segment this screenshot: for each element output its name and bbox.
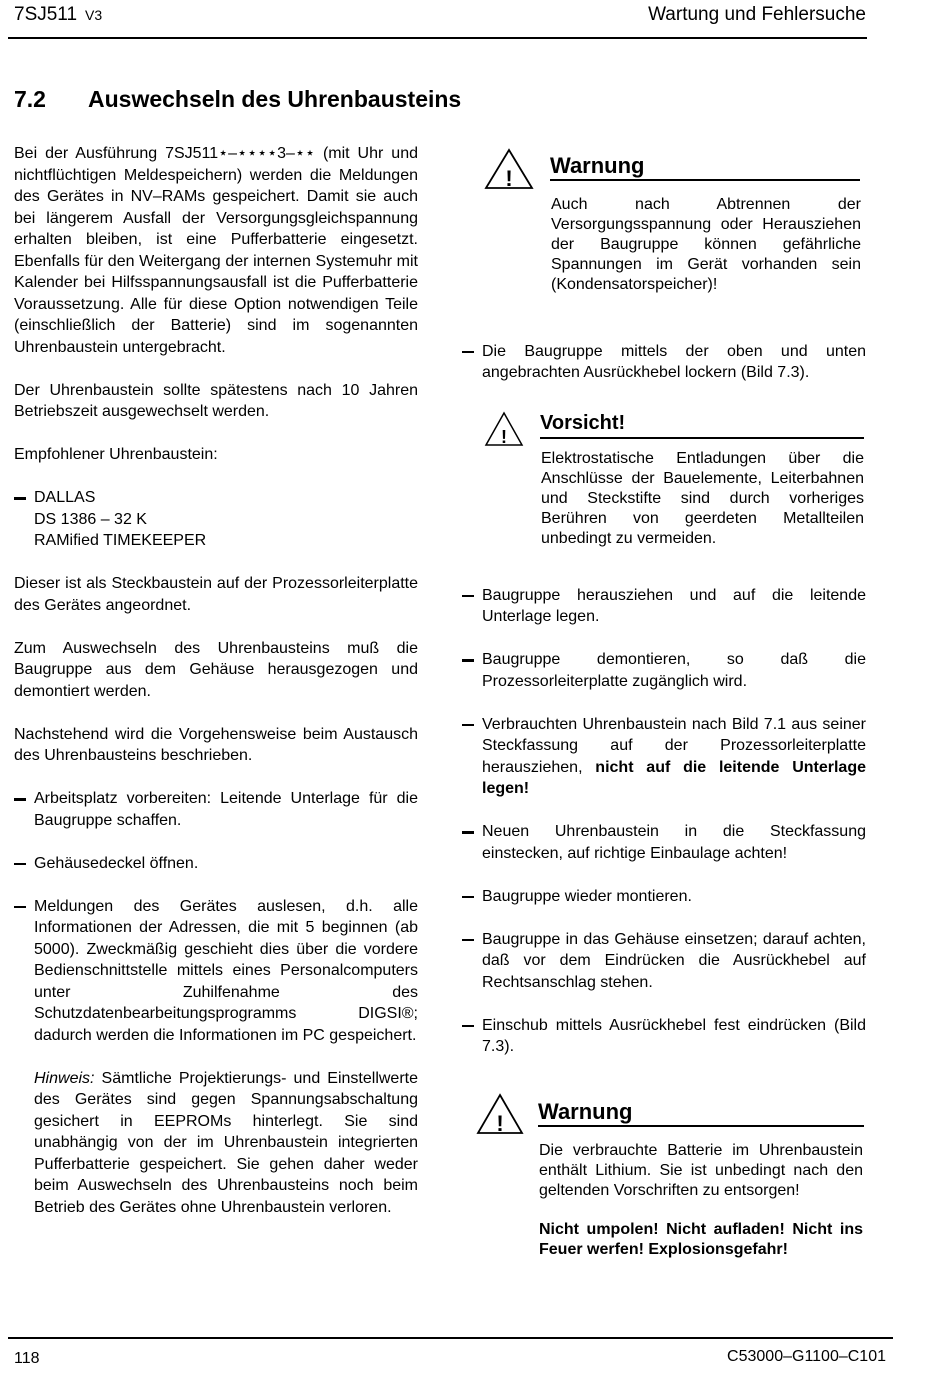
- step-text-bold: nicht auf die leitende Unterlage legen!: [482, 758, 866, 797]
- left-column: [14, 143, 418, 1218]
- warning-box: [462, 143, 866, 319]
- document-number: C53000–G1100–C101: [727, 1348, 886, 1365]
- hint-block: [14, 1068, 418, 1219]
- svg-text:!: !: [496, 1111, 504, 1135]
- chip-type: RAMified TIMEKEEPER: [34, 532, 207, 549]
- caution-body: [541, 449, 864, 549]
- dash-bullet: [462, 1025, 474, 1028]
- section-heading: [14, 86, 461, 113]
- step-text: Gehäusedeckel öffnen.: [34, 854, 199, 872]
- caution-title: Vorsicht!: [540, 413, 864, 439]
- product-name: 7SJ511: [14, 4, 78, 25]
- hint-text: Sämtliche Projektierungs- und Einstellwerte des Gerätes sind gegen Spannungsabschaltung gesichert in EEPROMs hinterlegt. Sie sind unabhängig von der im Uhrenbaustein integrierten Pufferbatterie gespeichert. Sie gehen daher weder beim Auswechseln des Uhrenbausteins noch beim Betrieb des Gerätes ohne Uhrenbaustein verloren.: [34, 1069, 418, 1216]
- dash-bullet: [462, 831, 474, 834]
- header-chapter: Wartung und Fehlersuche: [648, 4, 866, 25]
- dash-bullet: [14, 798, 26, 801]
- hint-paragraph: [34, 1068, 418, 1219]
- paragraph-lifetime: Der Uhrenbaustein sollte spätestens nach 10 Jahren Betriebszeit ausgewechselt werden.: [14, 381, 418, 420]
- svg-text:!: !: [501, 427, 507, 447]
- caution-text: Elektrostatische Entladungen über die Anschlüsse der Bauelemente, Leiterbahnen und Steckstifte sind durch vorheriges Berühren von geerdeten Metallteilen unbedingt zu vermeiden.: [541, 450, 864, 547]
- warning-bold-text: Nicht umpolen! Nicht aufladen! Nicht ins Feuer werfen! Explosionsgefahr!: [539, 1221, 863, 1258]
- step-text: [482, 714, 866, 800]
- dash-bullet: [462, 659, 474, 662]
- step-text: Baugruppe demontieren, so daß die Prozessorleiterplatte zugänglich wird.: [482, 651, 866, 690]
- list-item-step: [462, 1015, 866, 1058]
- warning-text: Auch nach Abtrennen der Versorgungsspannung oder Herausziehen der Baugruppe können gefährliche Spannungen im Gerät vorhanden sein (Kondensatorspeicher)!: [551, 196, 861, 293]
- section-number: 7.2: [14, 86, 46, 112]
- step-text: Meldungen des Gerätes auslesen, d.h. alle Informationen der Adressen, die mit 5 beginnen (ab 5000). Zweckmäßig geschieht dies über die vordere Bedienschnittstelle mittels eines Personalcomputers unter Zuhilfenahme des Schutzdatenbearbeitungsprogramms DIGSI®; dadurch werden die Informationen im PC gespeichert.: [34, 897, 418, 1044]
- step-text: Baugruppe wieder montieren.: [482, 887, 692, 905]
- step-text-plain: Verbrauchten Uhrenbaustein nach Bild 7.1 aus seiner Steckfassung auf der Prozessorleiterplatte herausziehen,: [482, 715, 866, 776]
- product-version: V3: [85, 7, 103, 23]
- list-item-step: [462, 929, 866, 994]
- warning-body: [551, 195, 861, 295]
- footer-rule: [8, 1337, 893, 1339]
- header-product: [14, 4, 102, 26]
- header-rule: [8, 37, 867, 39]
- step-text: Einschub mittels Ausrückhebel fest eindrücken (Bild 7.3).: [482, 1016, 866, 1055]
- paragraph-location: Dieser ist als Steckbaustein auf der Prozessorleiterplatte des Gerätes angeordnet.: [14, 575, 418, 614]
- warning-triangle-icon: [476, 1093, 524, 1135]
- caution-triangle-icon: [484, 411, 524, 447]
- dash-bullet: [462, 896, 474, 899]
- list-item-step: [14, 853, 418, 875]
- paragraph-procedure: Nachstehend wird die Vorgehensweise beim Austausch des Uhrenbausteins beschrieben.: [14, 725, 418, 764]
- svg-text:!: !: [505, 166, 513, 190]
- dash-bullet: [462, 939, 474, 942]
- paragraph-removal: Zum Auswechseln des Uhrenbausteins muß die Baugruppe aus dem Gehäuse herausgezogen und demontiert werden.: [14, 639, 418, 700]
- list-item-step: [462, 341, 866, 384]
- hint-label: Hinweis:: [34, 1069, 95, 1087]
- warning-title: Warnung: [550, 155, 860, 181]
- right-column: [462, 143, 866, 1279]
- dash-bullet: [14, 906, 26, 909]
- section-title: Auswechseln des Uhrenbausteins: [88, 86, 462, 112]
- warning-box: [462, 1079, 866, 1279]
- warning-body: [539, 1141, 863, 1260]
- list-item-step: [462, 649, 866, 692]
- dash-bullet: [462, 351, 474, 354]
- list-item-step: [14, 896, 418, 1047]
- step-text: Neuen Uhrenbaustein in die Steckfassung einstecken, auf richtige Einbaulage achten!: [482, 823, 866, 862]
- list-item-step: [462, 585, 866, 628]
- page-number: 118: [14, 1350, 40, 1367]
- list-item-step: [14, 788, 418, 831]
- list-item-chip: [14, 487, 418, 552]
- list-item-step: [462, 886, 866, 908]
- caution-box: [462, 405, 866, 563]
- paragraph-recommended: Empfohlener Uhrenbaustein:: [14, 446, 218, 463]
- warning-text: Die verbrauchte Batterie im Uhrenbaustein enthält Lithium. Sie ist unbedingt nach den geltenden Vorschriften zu entsorgen!: [539, 1142, 863, 1199]
- chip-model: DS 1386 – 32 K: [34, 510, 147, 528]
- paragraph-intro: Bei der Ausführung 7SJ511⋆–⋆⋆⋆⋆3–⋆⋆ (mit Uhr und nichtflüchtigen Meldespeichern) werden die Meldungen des Gerätes in NV–RAMs gespeichert. Damit sie auch bei längerem Ausfall der Versorgungsgleichspannung erhalten bleiben, ist eine Pufferbatterie eingesetzt. Ebenfalls für den Weitergang der internen Systemuhr mit Kalender bei Hilfsspannungsausfall ist die Pufferbatterie Voraussetzung. Alle für diese Option notwendigen Teile (einschließlich der Batterie) sind im sogenannten Uhrenbaustein untergebracht.: [14, 145, 418, 356]
- chip-manufacturer: DALLAS: [34, 489, 96, 506]
- step-text: Arbeitsplatz vorbereiten: Leitende Unterlage für die Baugruppe schaffen.: [34, 790, 418, 829]
- dash-bullet: [462, 724, 474, 727]
- dash-bullet: [14, 497, 26, 500]
- step-text: Baugruppe in das Gehäuse einsetzen; darauf achten, daß vor dem Eindrücken die Ausrückhebel auf Rechtsanschlag stehen.: [482, 930, 866, 991]
- dash-bullet: [462, 595, 474, 598]
- list-item-step: [462, 714, 866, 800]
- step-text: Die Baugruppe mittels der oben und unten angebrachten Ausrückhebel lockern (Bild 7.3).: [482, 342, 866, 381]
- warning-triangle-icon: [484, 148, 534, 190]
- step-text: Baugruppe herausziehen und auf die leitende Unterlage legen.: [482, 586, 866, 625]
- warning-title: Warnung: [538, 1101, 864, 1127]
- dash-bullet: [14, 863, 26, 866]
- list-item-step: [462, 821, 866, 864]
